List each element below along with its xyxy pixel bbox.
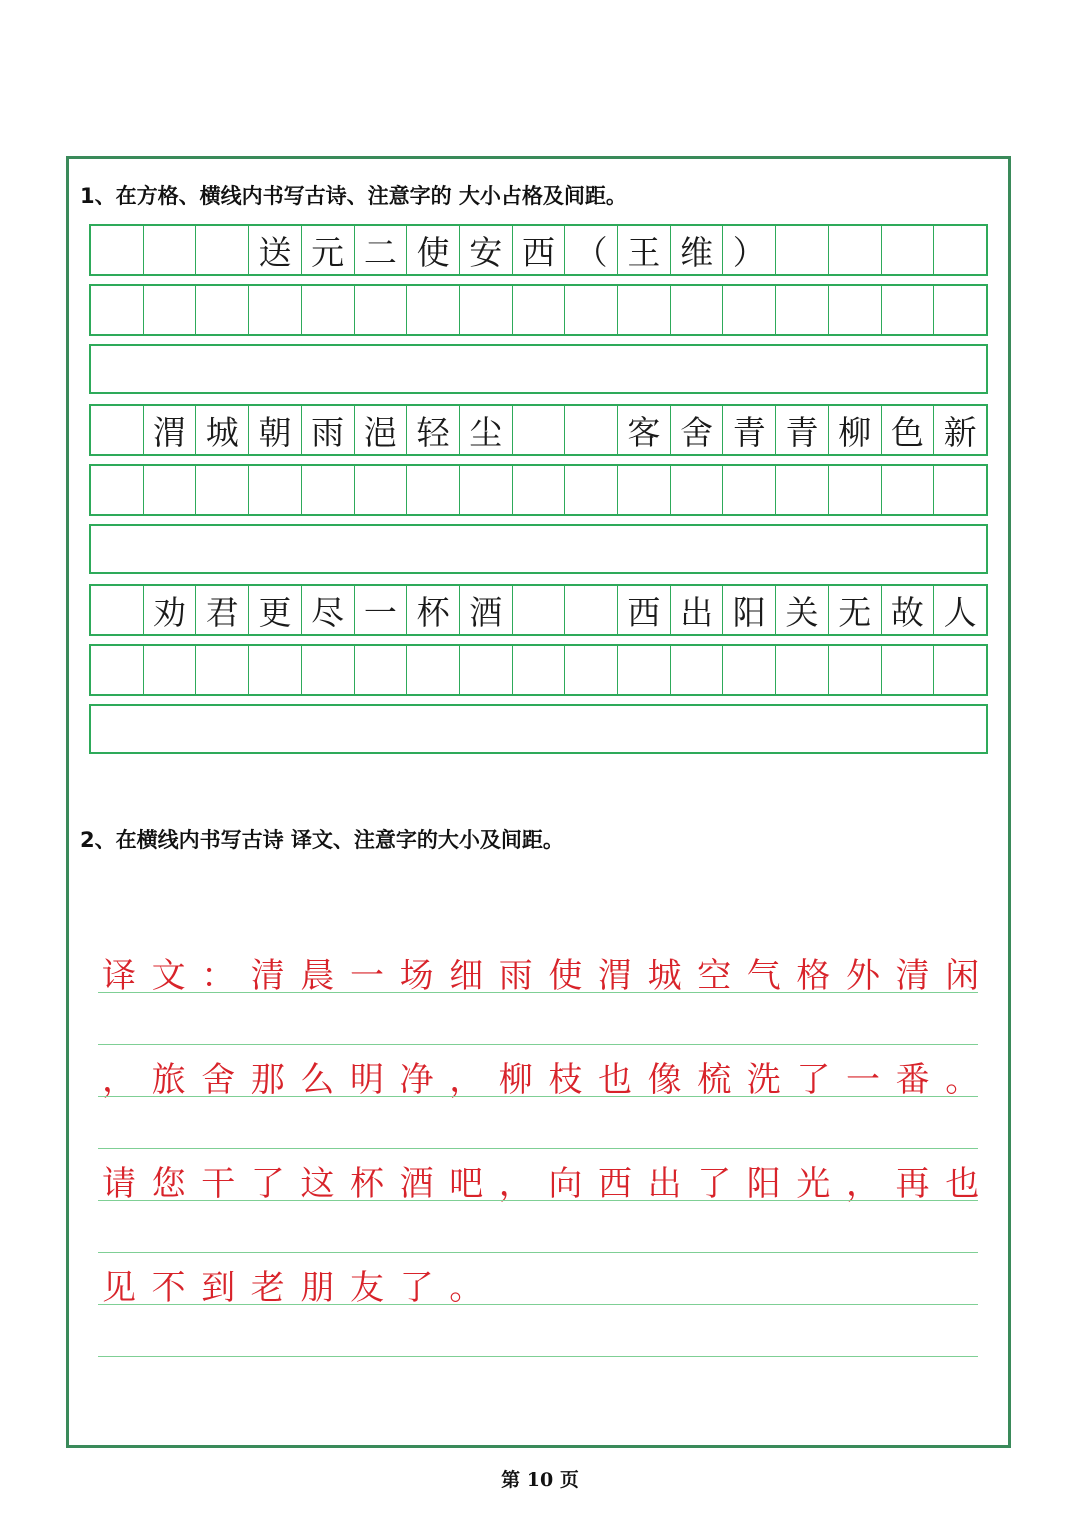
character-cell: 君 bbox=[196, 586, 249, 634]
empty-cell[interactable] bbox=[671, 646, 724, 694]
empty-cell[interactable] bbox=[91, 226, 144, 274]
empty-cell[interactable] bbox=[934, 226, 986, 274]
empty-cell[interactable] bbox=[302, 646, 355, 694]
empty-cell[interactable] bbox=[249, 646, 302, 694]
writing-line[interactable] bbox=[98, 1044, 978, 1045]
character-cell: 杯 bbox=[407, 586, 460, 634]
empty-cell[interactable] bbox=[882, 226, 935, 274]
empty-cell[interactable] bbox=[407, 646, 460, 694]
empty-cell[interactable] bbox=[723, 646, 776, 694]
empty-cell[interactable] bbox=[565, 586, 618, 634]
character-cell: 朝 bbox=[249, 406, 302, 454]
writing-band-2[interactable] bbox=[89, 524, 988, 574]
empty-cell[interactable] bbox=[144, 466, 197, 514]
character-cell: 劝 bbox=[144, 586, 197, 634]
empty-cell[interactable] bbox=[91, 646, 144, 694]
character-cell: 青 bbox=[723, 406, 776, 454]
character-cell: 无 bbox=[829, 586, 882, 634]
character-cell: 使 bbox=[407, 226, 460, 274]
translation-line-2: ，旅舍那么明净，柳枝也像梳洗了一番。 bbox=[102, 1060, 995, 1100]
empty-cell[interactable] bbox=[302, 466, 355, 514]
grid-row-practice-1[interactable] bbox=[89, 284, 988, 336]
character-cell: 维 bbox=[671, 226, 724, 274]
empty-cell[interactable] bbox=[882, 286, 935, 334]
empty-cell[interactable] bbox=[882, 646, 935, 694]
empty-cell[interactable] bbox=[196, 466, 249, 514]
section2-heading: 2、在横线内书写古诗 译文、注意字的大小及间距。 bbox=[80, 828, 564, 852]
empty-cell[interactable] bbox=[460, 286, 513, 334]
empty-cell[interactable] bbox=[934, 646, 986, 694]
empty-cell[interactable] bbox=[565, 286, 618, 334]
character-cell: （ bbox=[565, 226, 618, 274]
writing-line[interactable] bbox=[98, 1200, 978, 1201]
empty-cell[interactable] bbox=[302, 286, 355, 334]
empty-cell[interactable] bbox=[723, 466, 776, 514]
grid-row-poem-line-2 bbox=[89, 584, 988, 636]
empty-cell[interactable] bbox=[513, 406, 566, 454]
empty-cell[interactable] bbox=[565, 466, 618, 514]
character-cell: 渭 bbox=[144, 406, 197, 454]
character-cell: 西 bbox=[513, 226, 566, 274]
empty-cell[interactable] bbox=[671, 286, 724, 334]
section1-heading: 1、在方格、横线内书写古诗、注意字的 大小占格及间距。 bbox=[80, 184, 627, 208]
translation-line-1: 译文：清晨一场细雨使渭城空气格外清闲 bbox=[102, 956, 995, 996]
empty-cell[interactable] bbox=[882, 466, 935, 514]
character-cell: 安 bbox=[460, 226, 513, 274]
character-cell: 舍 bbox=[671, 406, 724, 454]
grid-row-practice-2[interactable] bbox=[89, 464, 988, 516]
character-cell: 出 bbox=[671, 586, 724, 634]
translation-line-4: 见不到老朋友了。 bbox=[102, 1268, 499, 1308]
character-cell: 轻 bbox=[407, 406, 460, 454]
translation-line-3: 请您干了这杯酒吧，向西出了阳光，再也 bbox=[102, 1164, 995, 1204]
empty-cell[interactable] bbox=[513, 286, 566, 334]
character-cell: 一 bbox=[355, 586, 408, 634]
character-cell: 城 bbox=[196, 406, 249, 454]
empty-cell[interactable] bbox=[144, 226, 197, 274]
empty-cell[interactable] bbox=[776, 646, 829, 694]
character-cell: 故 bbox=[882, 586, 935, 634]
empty-cell[interactable] bbox=[723, 286, 776, 334]
empty-cell[interactable] bbox=[91, 406, 144, 454]
empty-cell[interactable] bbox=[618, 466, 671, 514]
grid-row-practice-3[interactable] bbox=[89, 644, 988, 696]
writing-band-1[interactable] bbox=[89, 344, 988, 394]
writing-line[interactable] bbox=[98, 1252, 978, 1253]
character-cell: 二 bbox=[355, 226, 408, 274]
empty-cell[interactable] bbox=[407, 286, 460, 334]
empty-cell[interactable] bbox=[407, 466, 460, 514]
empty-cell[interactable] bbox=[829, 286, 882, 334]
grid-row-title bbox=[89, 224, 988, 276]
empty-cell[interactable] bbox=[196, 226, 249, 274]
writing-line[interactable] bbox=[98, 1356, 978, 1357]
empty-cell[interactable] bbox=[829, 466, 882, 514]
writing-band-3[interactable] bbox=[89, 704, 988, 754]
empty-cell[interactable] bbox=[144, 646, 197, 694]
empty-cell[interactable] bbox=[618, 646, 671, 694]
writing-line[interactable] bbox=[98, 992, 978, 993]
empty-cell[interactable] bbox=[460, 466, 513, 514]
empty-cell[interactable] bbox=[934, 466, 986, 514]
empty-cell[interactable] bbox=[565, 406, 618, 454]
character-cell: 雨 bbox=[302, 406, 355, 454]
character-cell: 元 bbox=[302, 226, 355, 274]
character-cell: 尽 bbox=[302, 586, 355, 634]
character-cell: 青 bbox=[776, 406, 829, 454]
character-cell: 酒 bbox=[460, 586, 513, 634]
empty-cell[interactable] bbox=[91, 286, 144, 334]
empty-cell[interactable] bbox=[671, 466, 724, 514]
empty-cell[interactable] bbox=[565, 646, 618, 694]
character-cell: 阳 bbox=[723, 586, 776, 634]
empty-cell[interactable] bbox=[776, 466, 829, 514]
empty-cell[interactable] bbox=[249, 286, 302, 334]
writing-line[interactable] bbox=[98, 1148, 978, 1149]
empty-cell[interactable] bbox=[513, 646, 566, 694]
grid-row-poem-line-1 bbox=[89, 404, 988, 456]
empty-cell[interactable] bbox=[776, 226, 829, 274]
empty-cell[interactable] bbox=[355, 646, 408, 694]
empty-cell[interactable] bbox=[355, 466, 408, 514]
character-cell: 柳 bbox=[829, 406, 882, 454]
character-cell: 西 bbox=[618, 586, 671, 634]
empty-cell[interactable] bbox=[460, 646, 513, 694]
empty-cell[interactable] bbox=[249, 466, 302, 514]
empty-cell[interactable] bbox=[144, 286, 197, 334]
character-cell: 客 bbox=[618, 406, 671, 454]
character-cell: 关 bbox=[776, 586, 829, 634]
writing-line[interactable] bbox=[98, 1096, 978, 1097]
empty-cell[interactable] bbox=[91, 586, 144, 634]
empty-cell[interactable] bbox=[829, 226, 882, 274]
empty-cell[interactable] bbox=[513, 586, 566, 634]
empty-cell[interactable] bbox=[196, 286, 249, 334]
empty-cell[interactable] bbox=[829, 646, 882, 694]
character-cell: 人 bbox=[943, 592, 977, 632]
empty-cell[interactable] bbox=[355, 286, 408, 334]
empty-cell[interactable] bbox=[934, 286, 986, 334]
character-cell: 更 bbox=[249, 586, 302, 634]
character-cell: 新 bbox=[943, 412, 977, 452]
empty-cell[interactable] bbox=[196, 646, 249, 694]
writing-line[interactable] bbox=[98, 1304, 978, 1305]
empty-cell[interactable] bbox=[618, 286, 671, 334]
empty-cell[interactable] bbox=[91, 466, 144, 514]
page-number: 第 10 页 bbox=[501, 1469, 579, 1491]
character-cell: 浥 bbox=[355, 406, 408, 454]
character-cell: 王 bbox=[618, 226, 671, 274]
character-cell: 尘 bbox=[460, 406, 513, 454]
empty-cell[interactable] bbox=[776, 286, 829, 334]
character-cell: 送 bbox=[249, 226, 302, 274]
empty-cell[interactable] bbox=[513, 466, 566, 514]
character-cell: 色 bbox=[882, 406, 935, 454]
character-cell: ） bbox=[723, 226, 776, 274]
